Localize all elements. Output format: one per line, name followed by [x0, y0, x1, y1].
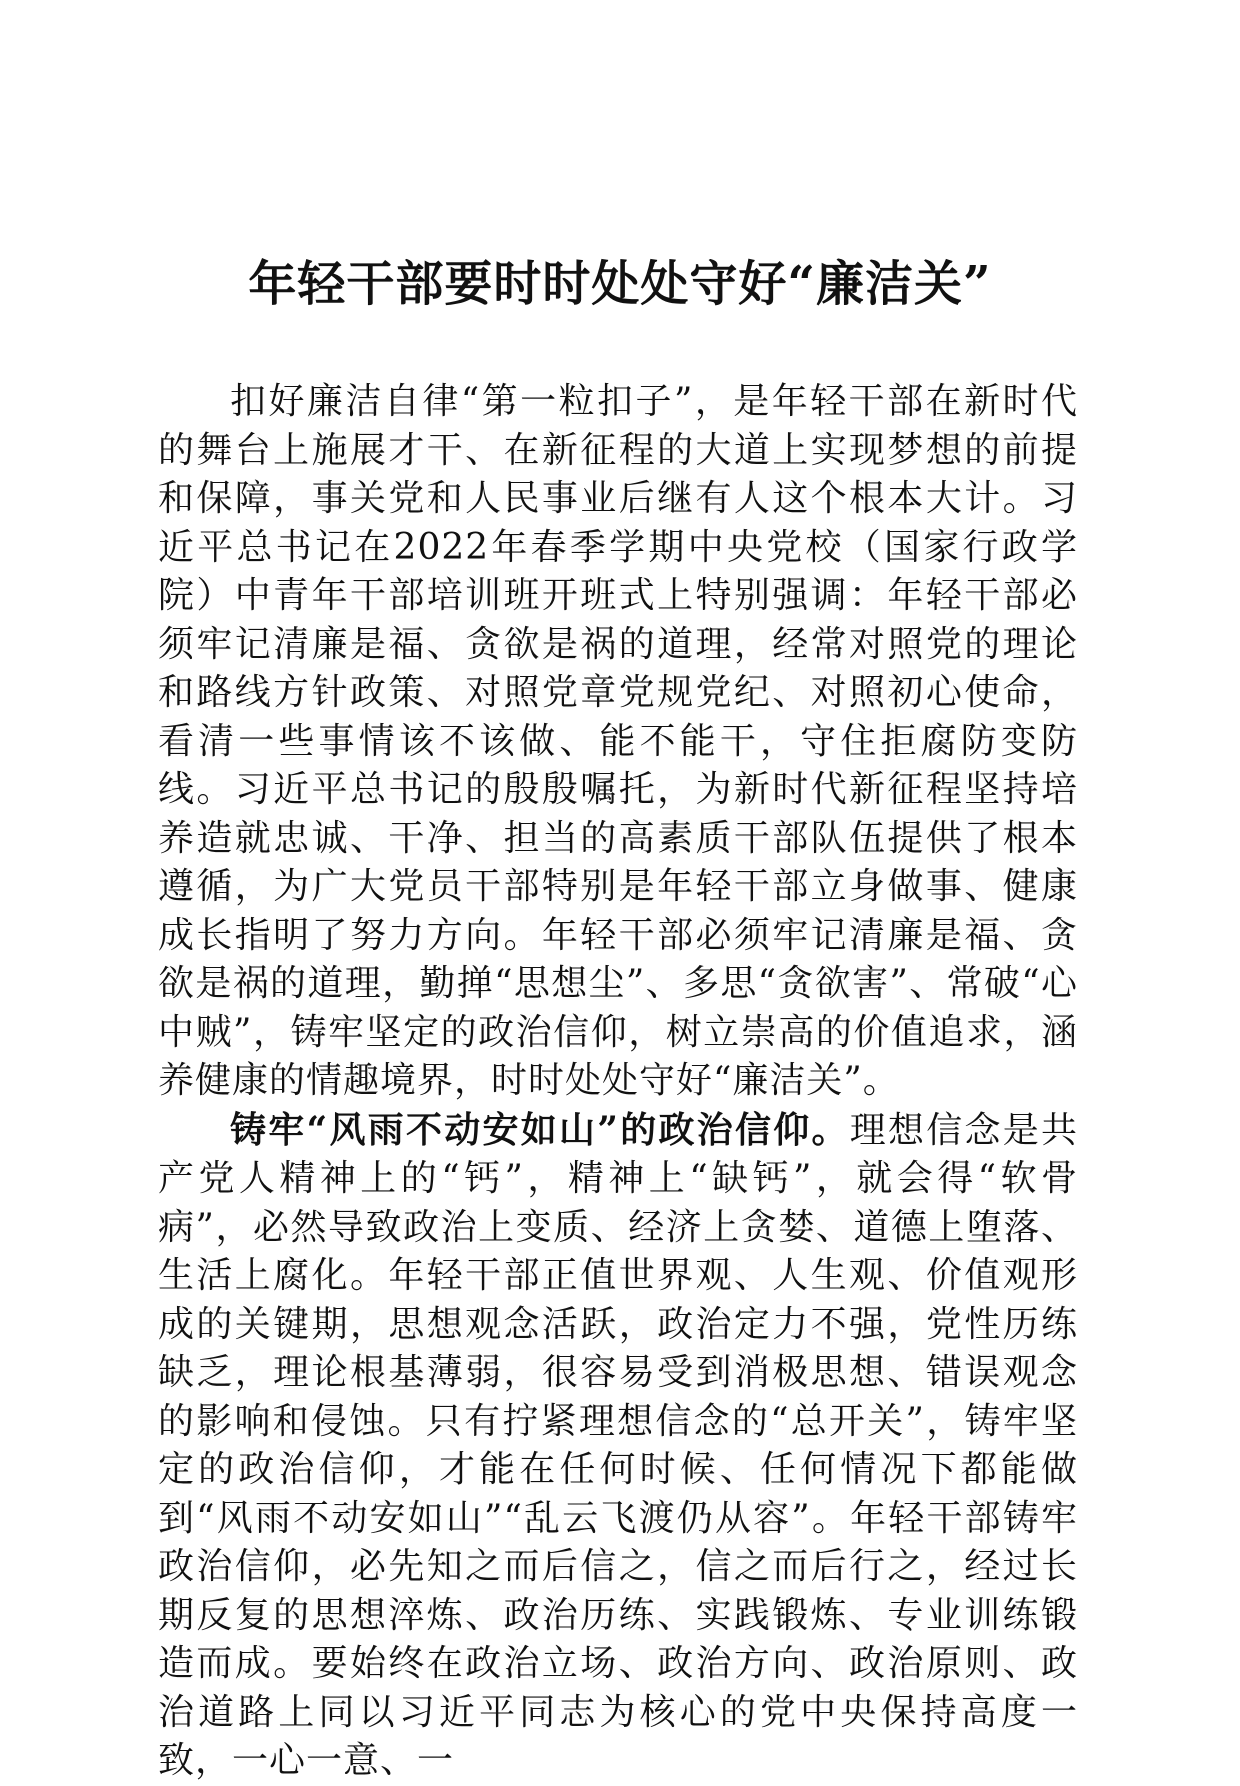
paragraph-political-faith	[158, 1106, 1078, 1786]
paragraph-intro	[158, 378, 1078, 1106]
document-body	[158, 378, 1078, 1786]
paragraph-intro-text: 扣好廉洁自律“第一粒扣子”，是年轻干部在新时代的舞台上施展才干、在新征程的大道上实现梦想的前提和保障，事关党和人民事业后继有人这个根本大计。习近平总书记在2022年春季学期中央党校（国家行政学院）中青年干部培训班开班式上特别强调：年轻干部必须牢记清廉是福、贪欲是祸的道理，经常对照党的理论和路线方针政策、对照党章党规党纪、对照初心使命，看清一些事情该不该做、能不能干，守住拒腐防变防线。习近平总书记的殷殷嘱托，为新时代新征程坚持培养造就忠诚、干净、担当的高素质干部队伍提供了根本遵循，为广大党员干部特别是年轻干部立身做事、健康成长指明了努力方向。年轻干部必须牢记清廉是福、贪欲是祸的道理，勤掸“思想尘”、多思“贪欲害”、常破“心中贼”，铸牢坚定的政治信仰，树立崇高的价值追求，涵养健康的情趣境界，时时处处守好“廉洁关”。	[158, 381, 1078, 1101]
document-title: 年轻干部要时时处处守好“廉洁关”	[248, 256, 992, 312]
paragraph-political-faith-text: 理想信念是共产党人精神上的“钙”，精神上“缺钙”，就会得“软骨病”，必然导致政治上变质、经济上贪婪、道德上堕落、生活上腐化。年轻干部正值世界观、人生观、价值观形成的关键期，思想观念活跃，政治定力不强，党性历练缺乏，理论根基薄弱，很容易受到消极思想、错误观念的影响和侵蚀。只有拧紧理想信念的“总开关”，铸牢坚定的政治信仰，才能在任何时候、任何情况下都能做到“风雨不动安如山”“乱云飞渡仍从容”。年轻干部铸牢政治信仰，必先知之而后信之，信之而后行之，经过长期反复的思想淬炼、政治历练、实践锻炼、专业训练锻造而成。要始终在政治立场、政治方向、政治原则、政治道路上同以习近平同志为核心的党中央保持高度一致，一心一意、一	[158, 1109, 1078, 1781]
paragraph-lead-heading: 铸牢“风雨不动安如山”的政治信仰。	[230, 1108, 850, 1151]
